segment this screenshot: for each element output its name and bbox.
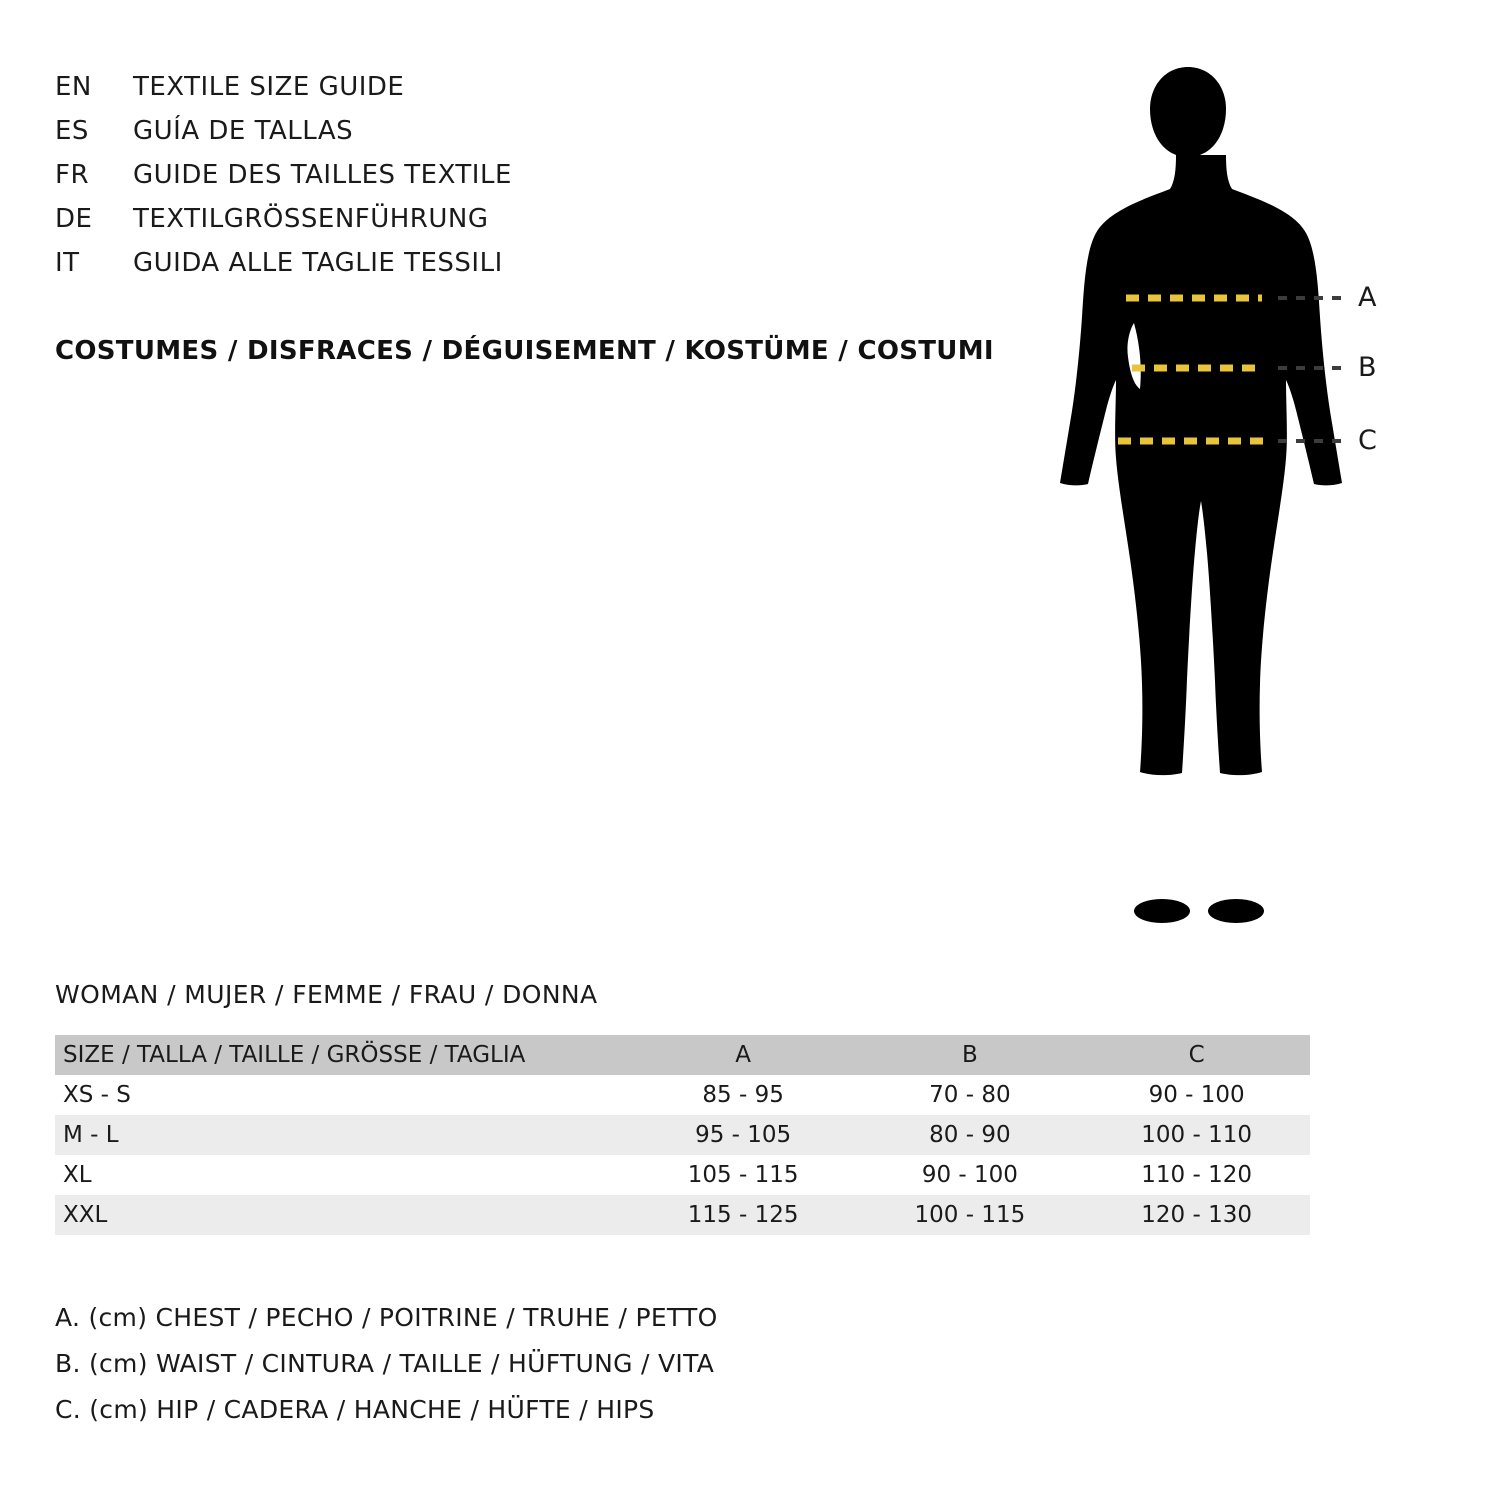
cell-chest: 85 - 95 bbox=[702, 1082, 784, 1108]
language-code-es: ES bbox=[55, 116, 89, 146]
language-row-de bbox=[55, 204, 512, 248]
table-header-row bbox=[55, 1035, 1310, 1075]
cell-chest: 105 - 115 bbox=[687, 1162, 799, 1188]
size-table bbox=[55, 1035, 1310, 1235]
cell-waist: 90 - 100 bbox=[921, 1162, 1018, 1188]
language-text-it: GUIDA ALLE TAGLIE TESSILI bbox=[133, 248, 503, 278]
language-text-es: GUÍA DE TALLAS bbox=[133, 116, 354, 146]
table-header-c: C bbox=[1188, 1042, 1205, 1068]
cell-waist: 100 - 115 bbox=[914, 1202, 1026, 1228]
table-body bbox=[55, 1075, 1310, 1235]
cell-waist: 70 - 80 bbox=[929, 1082, 1011, 1108]
language-text-de: TEXTILGRÖSSENFÜHRUNG bbox=[133, 204, 489, 234]
cell-size: M - L bbox=[63, 1122, 119, 1148]
language-code-fr: FR bbox=[55, 160, 90, 190]
cell-chest: 95 - 105 bbox=[695, 1122, 792, 1148]
language-code-it: IT bbox=[55, 248, 80, 278]
table-row bbox=[55, 1115, 1310, 1155]
table-header-size: SIZE / TALLA / TAILLE / GRÖSSE / TAGLIA bbox=[63, 1042, 526, 1068]
marker-label-b: B bbox=[1358, 352, 1377, 383]
female-silhouette-icon bbox=[1040, 55, 1460, 945]
cell-chest: 115 - 125 bbox=[687, 1202, 799, 1228]
language-code-en: EN bbox=[55, 72, 92, 102]
table-header-a: A bbox=[735, 1042, 751, 1068]
cell-hip: 90 - 100 bbox=[1148, 1082, 1245, 1108]
table-row bbox=[55, 1155, 1310, 1195]
table-header bbox=[55, 1035, 1310, 1075]
table-row bbox=[55, 1075, 1310, 1115]
cell-size: XXL bbox=[63, 1202, 108, 1228]
language-row-en bbox=[55, 72, 512, 116]
table-header-b: B bbox=[961, 1042, 978, 1068]
table-title: WOMAN / MUJER / FEMME / FRAU / DONNA bbox=[55, 980, 598, 1009]
language-row-fr bbox=[55, 160, 512, 204]
legend bbox=[55, 1295, 718, 1433]
marker-label-a: A bbox=[1358, 282, 1377, 313]
cell-waist: 80 - 90 bbox=[929, 1122, 1011, 1148]
language-row-es bbox=[55, 116, 512, 160]
table-row bbox=[55, 1195, 1310, 1235]
language-list bbox=[55, 72, 512, 292]
cell-hip: 120 - 130 bbox=[1141, 1202, 1252, 1228]
legend-line-c: C. (cm) HIP / CADERA / HANCHE / HÜFTE / HIPS bbox=[55, 1395, 655, 1424]
language-row-it bbox=[55, 248, 512, 292]
language-code-de: DE bbox=[55, 204, 93, 234]
language-text-en: TEXTILE SIZE GUIDE bbox=[133, 72, 405, 102]
figure-area bbox=[1040, 55, 1460, 945]
marker-label-c: C bbox=[1358, 425, 1377, 456]
legend-line-b: B. (cm) WAIST / CINTURA / TAILLE / HÜFTUNG / VITA bbox=[55, 1349, 715, 1378]
cell-size: XS - S bbox=[63, 1082, 131, 1108]
cell-size: XL bbox=[63, 1162, 92, 1188]
legend-line-a: A. (cm) CHEST / PECHO / POITRINE / TRUHE / PETTO bbox=[55, 1303, 718, 1332]
cell-hip: 110 - 120 bbox=[1141, 1162, 1252, 1188]
language-text-fr: GUIDE DES TAILLES TEXTILE bbox=[133, 160, 512, 190]
category-heading: COSTUMES / DISFRACES / DÉGUISEMENT / KOSTÜME / COSTUMI bbox=[55, 336, 994, 366]
cell-hip: 100 - 110 bbox=[1141, 1122, 1252, 1148]
